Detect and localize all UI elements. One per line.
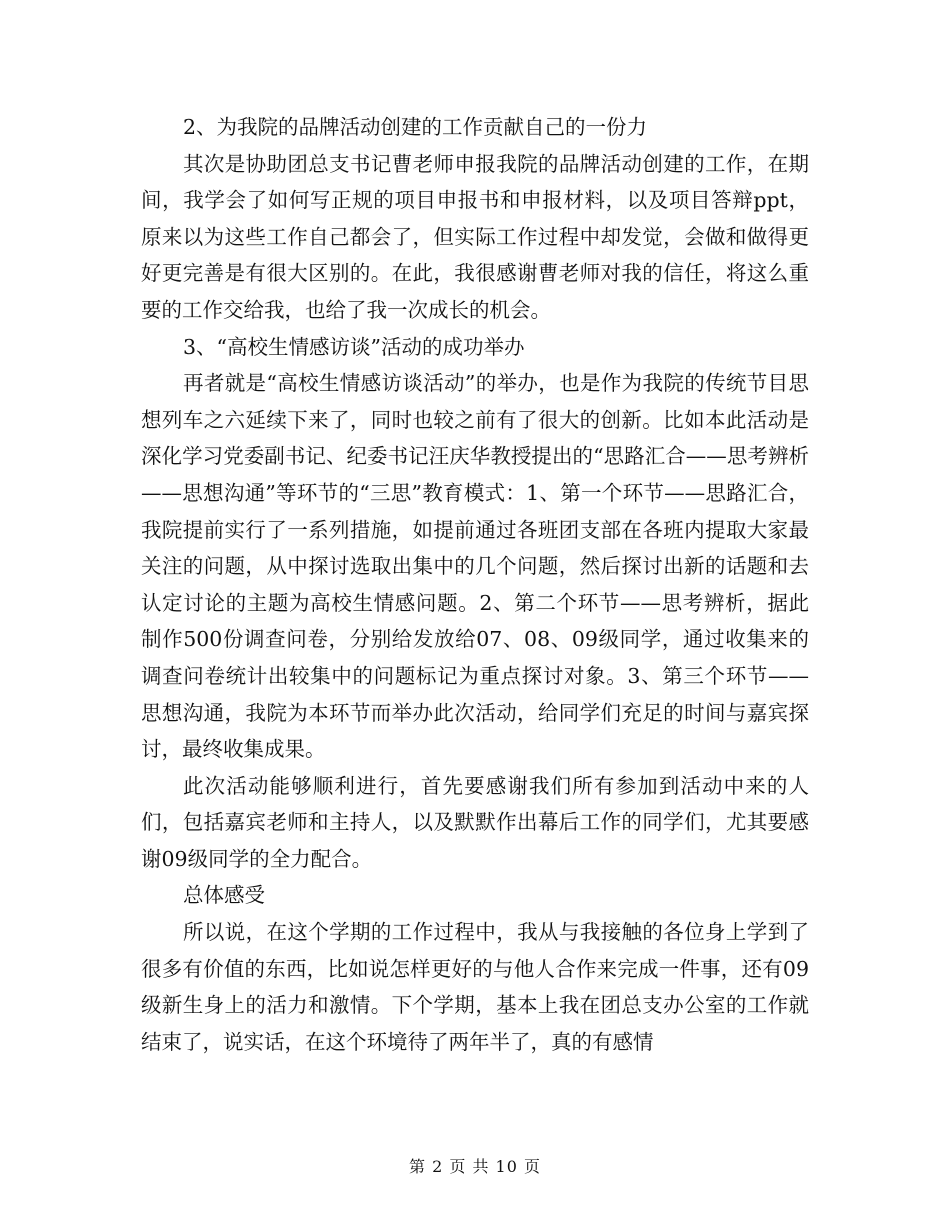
paragraph-brand-activity: 其次是协助团总支书记曹老师申报我院的品牌活动创建的工作，在期间，我学会了如何写正规的项目申报书和申报材料，以及项目答辩ppt，原来以为这些工作自己都会了，但实际工作过程中却发觉，会做和做得更好更完善是有很大区别的。在此，我很感谢曹老师对我的信任，将这么重要的工作交给我，也给了我一次成长的机会。 (141, 151, 809, 322)
document-body (141, 109, 809, 1060)
section-heading-interview-activity: 3、“高校生情感访谈”活动的成功举办 (183, 334, 525, 359)
section-heading-brand-activity: 2、为我院的品牌活动创建的工作贡献自己的一份力 (183, 115, 648, 139)
paragraph-interview-activity: 再者就是“高校生情感访谈活动”的举办，也是作为我院的传统节目思想列车之六延续下来了，同时也较之前有了很大的创新。比如本此活动是深化学习党委副书记、纪委书记汪庆华教授提出的“思路汇合——思考辨析——思想沟通”等环节的“三思”教育模式：1、第一个环节——思路汇合，我院提前实行了一系列措施，如提前通过各班团支部在各班内提取大家最关注的问题，从中探讨选取出集中的几个问题，然后探讨出新的话题和去认定讨论的主题为高校生情感问题。2、第二个环节——思考辨析，据此制作500份调查问卷，分别给发放给07、08、09级同学，通过收集来的调查问卷统计出较集中的问题标记为重点探讨对象。3、第三个环节——思想沟通，我院为本环节而举办此次活动，给同学们充足的时间与嘉宾探讨，最终收集成果。 (141, 371, 809, 762)
page-number-footer: 第 2 页 共 10 页 (409, 1157, 541, 1176)
section-heading-overall-feelings: 总体感受 (183, 883, 265, 908)
paragraph-acknowledgements: 此次活动能够顺利进行，首先要感谢我们所有参加到活动中来的人们，包括嘉宾老师和主持人，以及默默作出幕后工作的同学们，尤其要感谢09级同学的全力配合。 (141, 773, 809, 871)
paragraph-overall-feelings: 所以说，在这个学期的工作过程中，我从与我接触的各位身上学到了很多有价值的东西，比如说怎样更好的与他人合作来完成一件事，还有09级新生身上的活力和激情。下个学期，基本上我在团总支办公室的工作就结束了，说实话，在这个环境待了两年半了，真的有感情 (141, 920, 809, 1054)
